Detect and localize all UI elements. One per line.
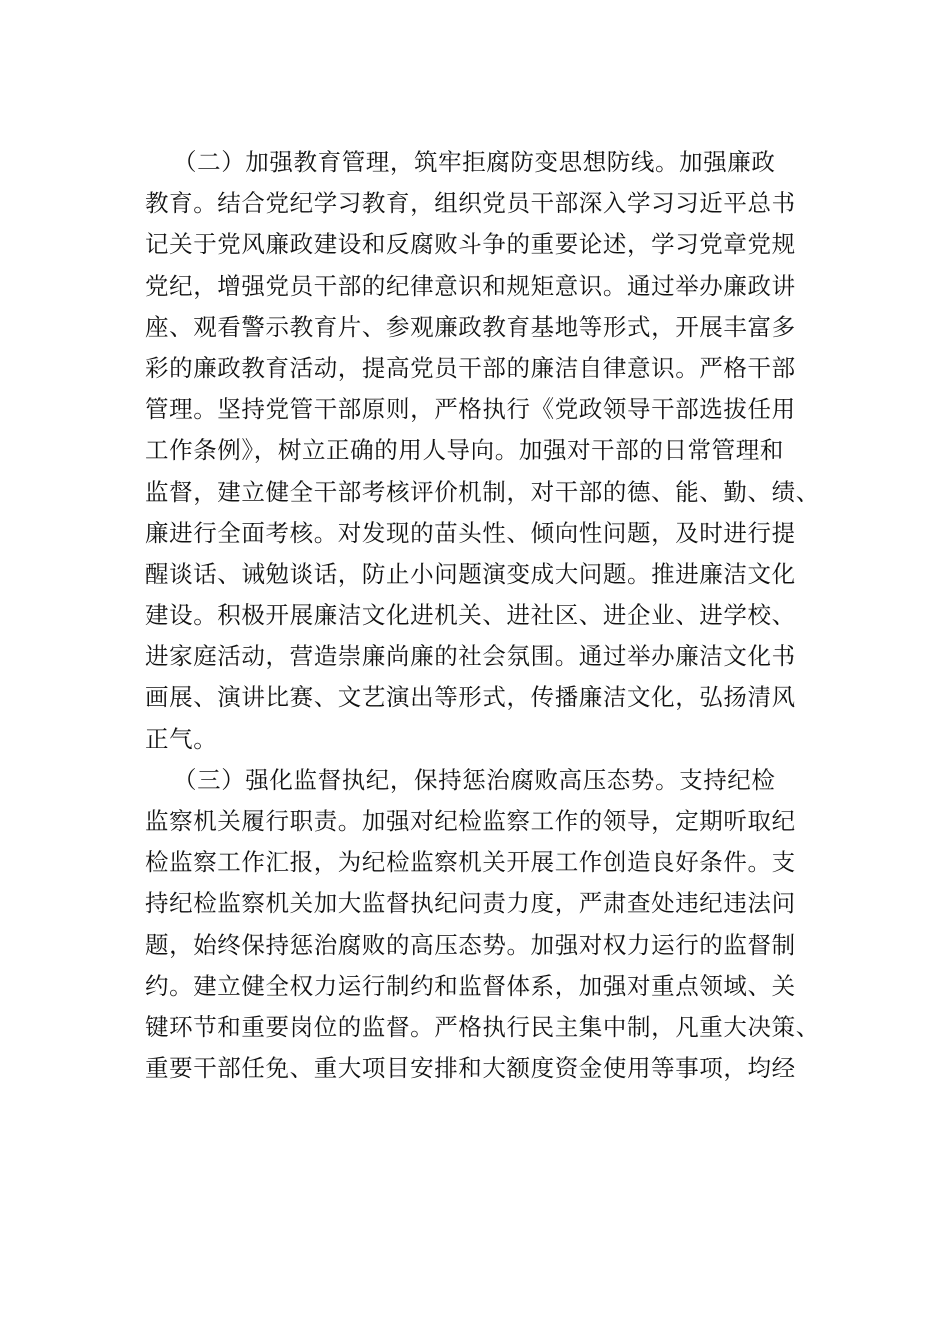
paragraph-2-line-6: 彩的廉政教育活动，提高党员干部的廉洁自律意识。严格干部	[145, 353, 796, 382]
paragraph-2-line-7: 管理。坚持党管干部原则，严格执行《党政领导干部选拔任用	[145, 395, 796, 424]
paragraph-2-line-2: 教育。结合党纪学习教育，组织党员干部深入学习习近平总书	[145, 189, 796, 218]
paragraph-2-line-3: 记关于党风廉政建设和反腐败斗争的重要论述，学习党章党规	[145, 230, 796, 259]
paragraph-2-line-9: 监督，建立健全干部考核评价机制，对干部的德、能、勤、绩、	[145, 477, 820, 506]
paragraph-2-line-8: 工作条例》，树立正确的用人导向。加强对干部的日常管理和	[145, 436, 784, 465]
paragraph-2-line-4: 党纪，增强党员干部的纪律意识和规矩意识。通过举办廉政讲	[145, 271, 796, 300]
paragraph-3-line-3: 检监察工作汇报，为纪检监察机关开展工作创造良好条件。支	[145, 848, 796, 877]
paragraph-3-line-5: 题，始终保持惩治腐败的高压态势。加强对权力运行的监督制	[145, 930, 796, 959]
body-text	[145, 142, 827, 1089]
paragraph-2-line-13: 进家庭活动，营造崇廉尚廉的社会氛围。通过举办廉洁文化书	[145, 642, 796, 671]
paragraph-2-line-15: 正气。	[145, 724, 218, 753]
paragraph-2-line-1: （二）加强教育管理，筑牢拒腐防变思想防线。加强廉政	[173, 148, 776, 176]
paragraph-3-line-4: 持纪检监察机关加大监督执纪问责力度，严肃查处违纪违法问	[145, 889, 796, 918]
paragraph-2-line-14: 画展、演讲比赛、文艺演出等形式，传播廉洁文化，弘扬清风	[145, 683, 796, 712]
paragraph-2-line-5: 座、观看警示教育片、参观廉政教育基地等形式，开展丰富多	[145, 312, 796, 341]
paragraph-3-line-2: 监察机关履行职责。加强对纪检监察工作的领导，定期听取纪	[145, 807, 796, 835]
paragraph-2-line-11: 醒谈话、诫勉谈话，防止小问题演变成大问题。推进廉洁文化	[145, 559, 796, 588]
paragraph-2-line-12: 建设。积极开展廉洁文化进机关、进社区、进企业、进学校、	[145, 601, 796, 630]
paragraph-3-line-8: 重要干部任免、重大项目安排和大额度资金使用等事项，均经	[145, 1054, 796, 1083]
paragraph-3-line-7: 键环节和重要岗位的监督。严格执行民主集中制，凡重大决策、	[145, 1012, 820, 1041]
paragraph-3-line-6: 约。建立健全权力运行制约和监督体系，加强对重点领域、关	[145, 971, 796, 1000]
paragraph-2-line-10: 廉进行全面考核。对发现的苗头性、倾向性问题，及时进行提	[145, 518, 796, 547]
paragraph-3-line-1: （三）强化监督执纪，保持惩治腐败高压态势。支持纪检	[173, 765, 776, 794]
